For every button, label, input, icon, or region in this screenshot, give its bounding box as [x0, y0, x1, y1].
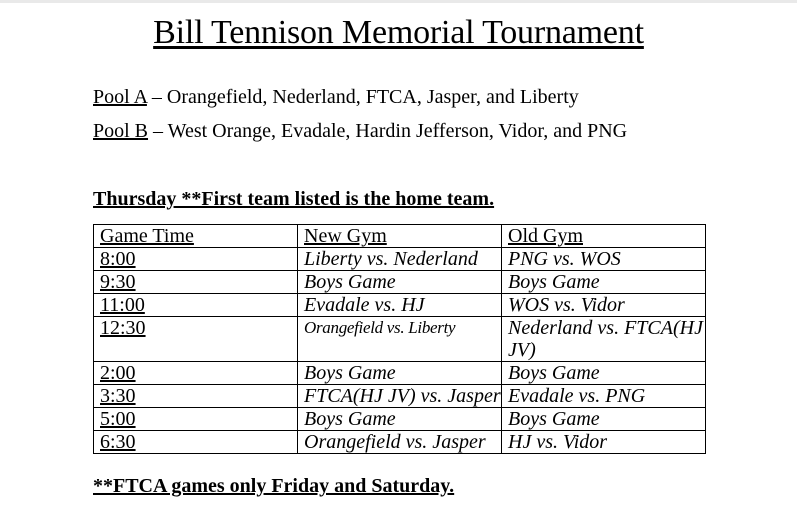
pool-a-separator: – [146, 86, 167, 108]
new-gym-game: FTCA(HJ JV) vs. Jasper [298, 385, 502, 408]
pool-a-teams: Orangefield, Nederland, FTCA, Jasper, and Liberty [166, 86, 579, 108]
pool-a-name: Pool A [93, 86, 147, 108]
table-header-row [94, 225, 706, 248]
game-time: 12:30 [94, 317, 298, 362]
new-gym-game: Evadale vs. HJ [298, 294, 502, 317]
table-row [94, 385, 706, 408]
new-gym-game: Boys Game [298, 408, 502, 431]
table-row [94, 317, 706, 362]
game-time: 6:30 [94, 431, 298, 454]
new-gym-game: Boys Game [298, 362, 502, 385]
pool-b-separator: – [148, 120, 168, 142]
game-time: 5:00 [94, 408, 298, 431]
old-gym-game: WOS vs. Vidor [502, 294, 706, 317]
game-time: 8:00 [94, 248, 298, 271]
pool-a-line [93, 86, 579, 109]
table-row [94, 431, 706, 454]
document-title: Bill Tennison Memorial Tournament [153, 14, 644, 51]
old-gym-game: HJ vs. Vidor [502, 431, 706, 454]
column-header-old-gym: Old Gym [502, 225, 706, 248]
old-gym-game: Boys Game [502, 271, 706, 294]
old-gym-game: Evadale vs. PNG [502, 385, 706, 408]
pool-b-teams: West Orange, Evadale, Hardin Jefferson, Vidor, and PNG [167, 120, 628, 142]
old-gym-game: PNG vs. WOS [502, 248, 706, 271]
table-row [94, 408, 706, 431]
schedule-table [93, 224, 706, 454]
table-row [94, 362, 706, 385]
table-row [94, 271, 706, 294]
game-time: 3:30 [94, 385, 298, 408]
old-gym-game: Boys Game [502, 362, 706, 385]
footer-note: **FTCA games only Friday and Saturday. [93, 475, 455, 497]
table-row [94, 294, 706, 317]
pool-b-line [93, 120, 627, 143]
column-header-new-gym: New Gym [298, 225, 502, 248]
new-gym-game: Orangefield vs. Liberty [298, 317, 502, 362]
game-time: 2:00 [94, 362, 298, 385]
game-time: 9:30 [94, 271, 298, 294]
old-gym-game: Boys Game [502, 408, 706, 431]
new-gym-game: Liberty vs. Nederland [298, 248, 502, 271]
top-edge [0, 0, 797, 3]
pool-b-name: Pool B [93, 120, 149, 142]
new-gym-game: Boys Game [298, 271, 502, 294]
old-gym-game: Nederland vs. FTCA(HJ JV) [502, 317, 706, 362]
game-time: 11:00 [94, 294, 298, 317]
schedule-note: Thursday **First team listed is the home team. [93, 188, 495, 210]
table-row [94, 248, 706, 271]
new-gym-game: Orangefield vs. Jasper [298, 431, 502, 454]
column-header-game-time: Game Time [94, 225, 298, 248]
